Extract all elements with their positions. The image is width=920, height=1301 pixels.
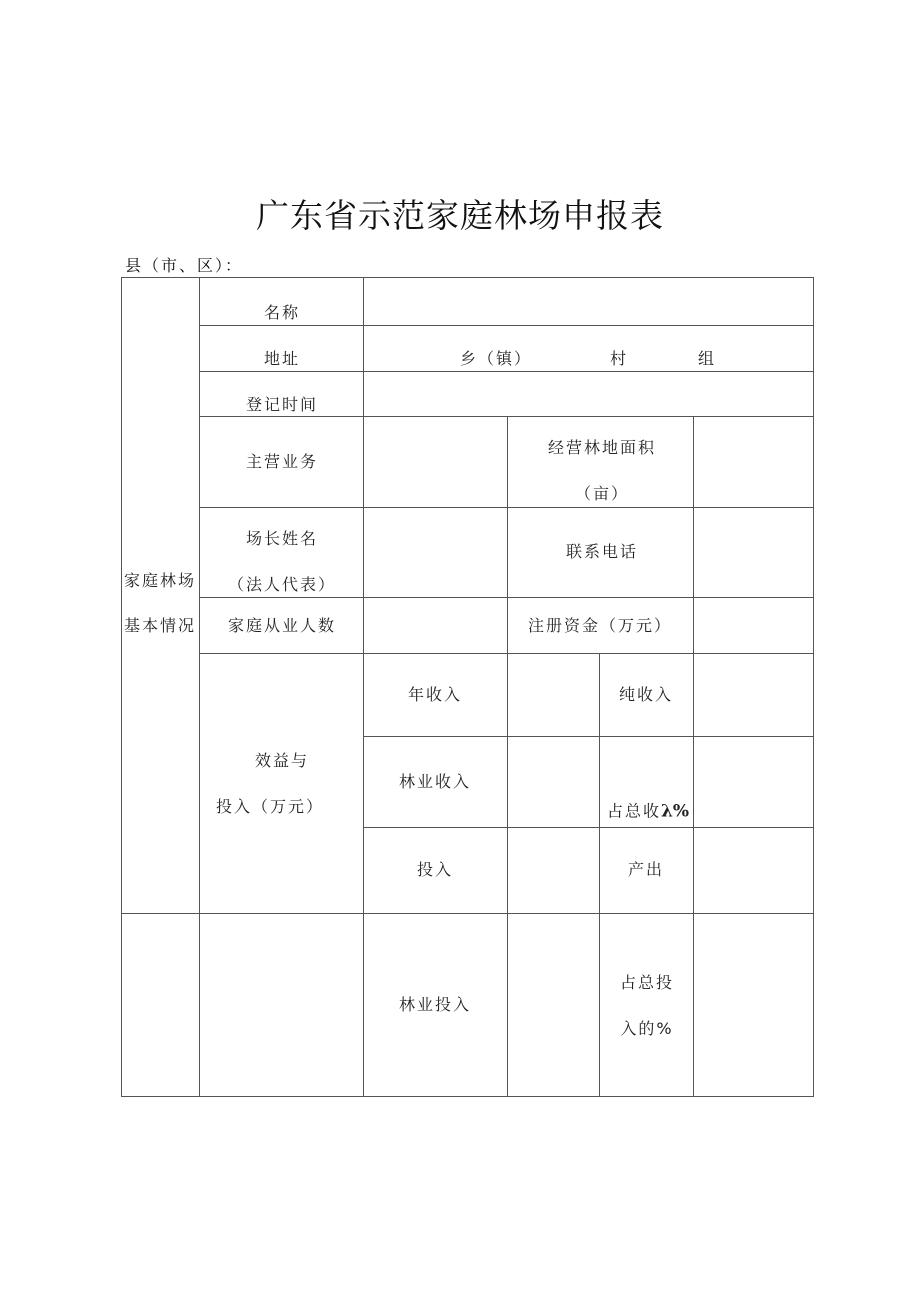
county-label: 县（市、区）： bbox=[125, 256, 244, 275]
address-group-label: 组 bbox=[697, 349, 717, 368]
row-divider bbox=[363, 736, 814, 737]
net-income-label: 纯收入 bbox=[618, 685, 674, 704]
forest-area-label-line1: 经营林地面积 bbox=[547, 438, 657, 457]
address-village-label: 村 bbox=[609, 349, 629, 368]
owner-label-line1: 场长姓名 bbox=[245, 529, 319, 548]
col-divider bbox=[599, 653, 600, 1097]
table-border-bottom bbox=[121, 1096, 814, 1097]
capital-label: 注册资金（万元） bbox=[527, 616, 673, 635]
section-label-line2: 基本情况 bbox=[123, 616, 197, 635]
table-border-left bbox=[121, 277, 122, 1097]
row-divider bbox=[363, 827, 814, 828]
forestry-income-label: 林业收入 bbox=[398, 772, 472, 791]
annual-income-label: 年收入 bbox=[407, 685, 463, 704]
row-divider bbox=[121, 913, 814, 914]
income-share-suffix: λ% bbox=[660, 801, 690, 822]
register-time-label: 登记时间 bbox=[245, 395, 319, 414]
name-label: 名称 bbox=[263, 303, 301, 322]
col-divider bbox=[199, 277, 200, 1097]
col-divider bbox=[507, 416, 508, 1097]
investment-share-label-line2: 入的% bbox=[620, 1019, 674, 1038]
col-divider bbox=[693, 416, 694, 1097]
benefit-label-line1: 效益与 bbox=[254, 751, 310, 770]
phone-label: 联系电话 bbox=[565, 542, 639, 561]
table-border-top bbox=[121, 277, 814, 278]
main-business-label: 主营业务 bbox=[245, 452, 319, 471]
owner-label-line2: （法人代表） bbox=[227, 575, 337, 594]
row-divider bbox=[199, 325, 814, 326]
benefit-label-line2: 投入（万元） bbox=[215, 797, 325, 816]
investment-label: 投入 bbox=[416, 860, 454, 879]
income-share-prefix: 占总收 bbox=[606, 801, 661, 821]
address-town-label: 乡（镇） bbox=[459, 349, 533, 368]
forest-area-label-line2: （亩） bbox=[574, 484, 630, 503]
row-divider bbox=[199, 371, 814, 372]
form-title: 广东省示范家庭林场申报表 bbox=[256, 196, 664, 235]
forestry-investment-label: 林业投入 bbox=[398, 995, 472, 1014]
employees-label: 家庭从业人数 bbox=[227, 616, 337, 635]
income-share-label bbox=[606, 801, 690, 822]
output-label: 产出 bbox=[627, 860, 665, 879]
investment-share-label-line1: 占总投 bbox=[619, 973, 675, 992]
col-divider bbox=[363, 277, 364, 1097]
section-label-line1: 家庭林场 bbox=[123, 571, 197, 590]
table-border-right bbox=[813, 277, 814, 1097]
address-label: 地址 bbox=[263, 349, 301, 368]
